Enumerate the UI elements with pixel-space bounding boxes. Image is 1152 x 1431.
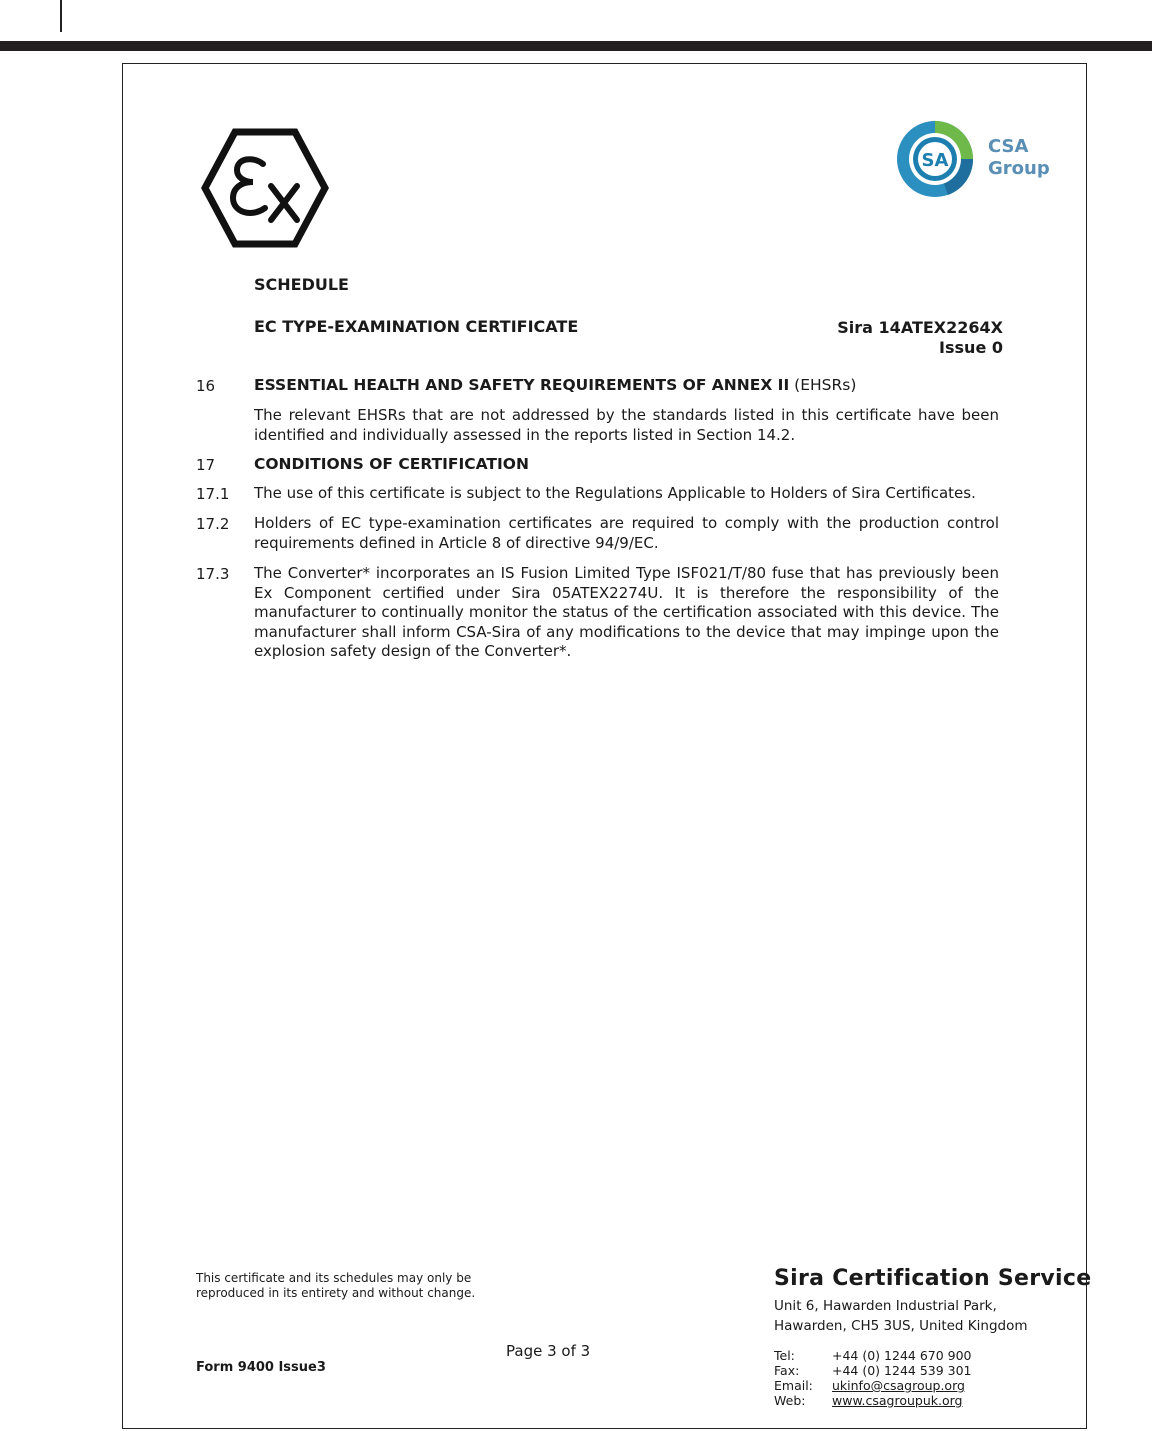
issue-number: Issue 0 <box>939 338 1003 357</box>
email-link[interactable]: ukinfo@csagroup.org <box>832 1378 965 1393</box>
reproduction-note-line1: This certificate and its schedules may only be <box>196 1271 472 1285</box>
contact-email <box>774 1378 972 1393</box>
contact-value: +44 (0) 1244 539 301 <box>832 1363 972 1378</box>
section-number-17-3: 17.3 <box>196 565 230 583</box>
contact-web <box>774 1393 972 1408</box>
address-line2: Hawarden, CH5 3US, United Kingdom <box>774 1318 1028 1334</box>
csa-name: CSA <box>988 136 1029 157</box>
section-text-17-1: The use of this certificate is subject to the Regulations Applicable to Holders of Sira Certificates. <box>254 484 976 502</box>
web-link[interactable]: www.csagroupuk.org <box>832 1393 963 1408</box>
csa-wordmark <box>988 136 1050 180</box>
contact-label: Email: <box>774 1378 813 1393</box>
csa-group-word: Group <box>988 158 1050 179</box>
section-text-17-2: Holders of EC type-examination certificates are required to comply with the production control requirements defined in Article 8 of directive 94/9/EC. <box>254 514 999 552</box>
section-heading-16-suffix: (EHSRs) <box>789 376 857 394</box>
contact-value: +44 (0) 1244 670 900 <box>832 1348 972 1363</box>
contact-tel <box>774 1348 972 1363</box>
section-number-17-1: 17.1 <box>196 485 230 503</box>
org-name: Sira Certification Service <box>774 1266 1092 1291</box>
schedule-heading: SCHEDULE <box>254 275 349 294</box>
section-heading-16 <box>254 376 856 394</box>
contact-fax <box>774 1363 972 1378</box>
section-heading-17: CONDITIONS OF CERTIFICATION <box>254 455 529 473</box>
page-number: Page 3 of 3 <box>506 1342 591 1360</box>
address-line1: Unit 6, Hawarden Industrial Park, <box>774 1298 997 1314</box>
ex-hexagon-logo <box>201 113 329 248</box>
section-heading-16-text: ESSENTIAL HEALTH AND SAFETY REQUIREMENTS OF ANNEX II <box>254 376 790 394</box>
page-edge-tick <box>60 0 62 32</box>
top-rule <box>0 41 1152 51</box>
section-text-16: The relevant EHSRs that are not addressed by the standards listed in this certificate have been identified and individually assessed in the reports listed in Section 14.2. <box>254 406 999 444</box>
contact-block <box>774 1348 972 1408</box>
section-text-17-3: The Converter* incorporates an IS Fusion Limited Type ISF021/T/80 fuse that has previously been Ex Component certified under Sira 05ATEX2274U. It is therefore the responsibility of the manufacturer to continually monitor the status of the certification associated with this device. The manufacturer shall inform CSA-Sira of any modifications to the device that may impinge upon the explosion safety design of the Converter*. <box>254 564 999 660</box>
csa-monogram: SA <box>921 150 949 171</box>
contact-label: Fax: <box>774 1363 800 1378</box>
contact-label: Web: <box>774 1393 806 1408</box>
certificate-number: Sira 14ATEX2264X <box>837 318 1003 337</box>
certificate-page <box>122 63 1092 1429</box>
form-number: Form 9400 Issue3 <box>196 1360 326 1375</box>
contact-label: Tel: <box>774 1348 795 1363</box>
section-number-17: 17 <box>196 456 216 474</box>
section-number-16: 16 <box>196 377 216 395</box>
certificate-type-heading: EC TYPE-EXAMINATION CERTIFICATE <box>254 317 579 336</box>
reproduction-note-line2: reproduced in its entirety and without change. <box>196 1286 476 1300</box>
ex-logo-label: Ex <box>201 113 221 132</box>
section-number-17-2: 17.2 <box>196 515 230 533</box>
